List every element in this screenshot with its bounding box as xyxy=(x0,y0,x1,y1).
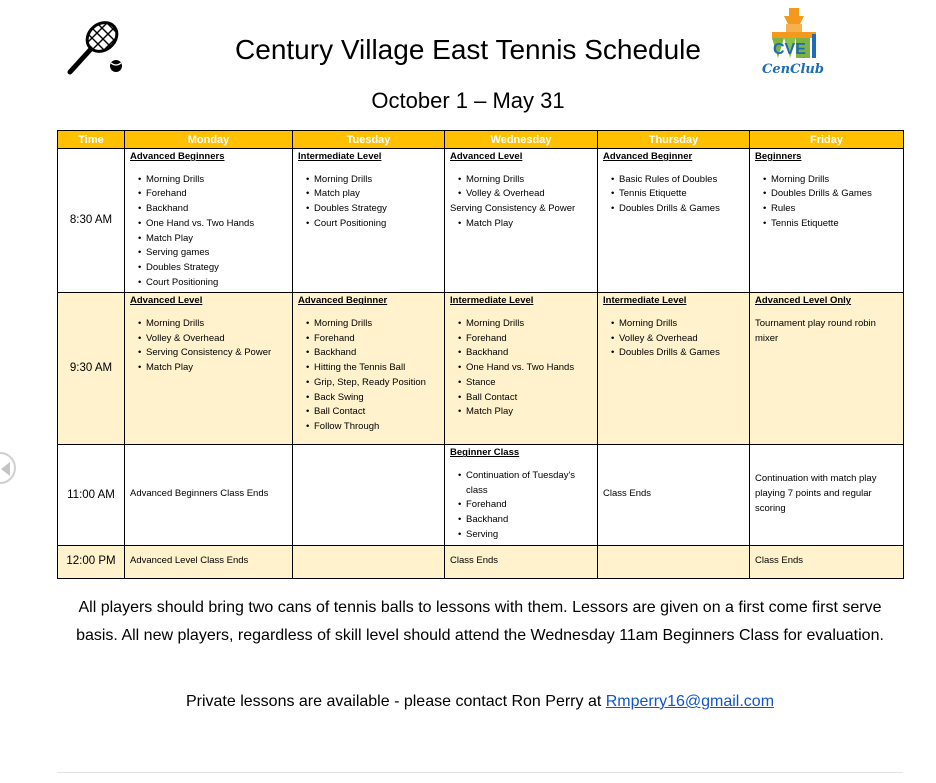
info-paragraph: All players should bring two cans of tennis balls to lessons with them. Lessors are given on a first come first serve basis. All new players, regardless of skill level should attend the Wednesday 11am Beginners Class for evaluation. xyxy=(76,599,884,644)
schedule-cell xyxy=(293,149,445,293)
list-item: • Serving games xyxy=(138,246,288,261)
list-item: • Continuation of Tuesday's class xyxy=(458,469,593,498)
table-row xyxy=(58,445,904,545)
list-item: • Match Play xyxy=(458,405,593,420)
table-header-row xyxy=(58,131,904,149)
list-item: • Volley & Overhead xyxy=(138,332,288,347)
list-item: • Tennis Etiquette xyxy=(611,187,745,202)
plain-line: Serving Consistency & Power xyxy=(450,203,576,215)
page-title: Century Village East Tennis Schedule xyxy=(235,34,701,65)
level-label: Intermediate Level xyxy=(450,295,534,307)
level-label: Advanced Level Only xyxy=(755,295,852,307)
time-cell: 9:30 AM xyxy=(58,293,125,445)
schedule-cell xyxy=(445,293,598,445)
header-wednesday: Wednesday xyxy=(445,131,598,149)
time-cell: 11:00 AM xyxy=(58,445,125,545)
list-item: • Forehand xyxy=(458,332,593,347)
level-label: Advanced Beginner xyxy=(298,295,388,307)
contact-text: Private lessons are available - please contact Ron Perry at xyxy=(185,693,606,710)
list-item: • Basic Rules of Doubles xyxy=(611,173,745,188)
schedule-cell xyxy=(750,445,904,545)
cell-note: Advanced Beginners Class Ends xyxy=(130,488,269,500)
cell-note: Continuation with match play playing 7 points and regular scoring xyxy=(755,473,877,514)
table-row xyxy=(58,293,904,445)
list-item: • Court Positioning xyxy=(138,276,288,291)
list-item: • Serving Consistency & Power xyxy=(138,346,288,361)
svg-text:CVE: CVE xyxy=(773,41,806,58)
list-item: • Morning Drills xyxy=(458,173,593,188)
table-row xyxy=(58,545,904,578)
list-item: • Back Swing xyxy=(306,391,440,406)
schedule-cell xyxy=(445,149,598,293)
list-item: • Stance xyxy=(458,376,593,391)
list-item: • Forehand xyxy=(306,332,440,347)
level-label: Advanced Beginner xyxy=(603,151,693,162)
list-item: • Serving xyxy=(458,528,593,543)
table-row xyxy=(58,149,904,293)
header-time: Time xyxy=(58,131,125,149)
schedule-table xyxy=(57,130,904,579)
schedule-cell xyxy=(125,545,293,578)
list-item: • Doubles Strategy xyxy=(138,261,288,276)
level-label: Beginners xyxy=(755,151,802,162)
list-item: • Forehand xyxy=(458,498,593,513)
list-item: • Doubles Drills & Games xyxy=(611,202,745,217)
previous-page-button[interactable] xyxy=(0,452,16,484)
contact-paragraph xyxy=(62,688,898,716)
list-item: • Rules xyxy=(763,202,899,217)
list-item: • Doubles Drills & Games xyxy=(763,187,899,202)
list-item: • Doubles Drills & Games xyxy=(611,346,745,361)
list-item: • One Hand vs. Two Hands xyxy=(138,217,288,232)
list-item: • Morning Drills xyxy=(306,173,440,188)
schedule-cell xyxy=(293,545,445,578)
list-item: • Volley & Overhead xyxy=(611,332,745,347)
level-label: Advanced Level xyxy=(130,295,203,307)
schedule-cell xyxy=(750,149,904,293)
list-item: • Morning Drills xyxy=(458,317,593,332)
list-item: • Volley & Overhead xyxy=(458,187,593,202)
contact-email-link[interactable]: Rmperry16@gmail.com xyxy=(605,693,775,710)
level-label: Intermediate Level xyxy=(603,295,687,307)
cell-note: Class Ends xyxy=(755,554,804,566)
schedule-cell xyxy=(598,445,750,545)
list-item: • Morning Drills xyxy=(138,317,288,332)
cell-note: Tournament play round robin mixer xyxy=(755,318,876,344)
header-monday: Monday xyxy=(125,131,293,149)
header-thursday: Thursday xyxy=(598,131,750,149)
cell-note: Class Ends xyxy=(450,554,499,566)
list-item: • Follow Through xyxy=(306,420,440,435)
list-item: • Court Positioning xyxy=(306,217,440,232)
level-label: Advanced Level xyxy=(450,151,523,162)
cell-note: Class Ends xyxy=(603,488,652,500)
schedule-cell xyxy=(750,545,904,578)
schedule-cell xyxy=(293,445,445,545)
list-item: • Backhand xyxy=(458,513,593,528)
schedule-cell xyxy=(445,545,598,578)
schedule-cell xyxy=(125,149,293,293)
list-item: • Match Play xyxy=(138,232,288,247)
cell-note: Advanced Level Class Ends xyxy=(130,554,249,566)
schedule-cell xyxy=(598,293,750,445)
chevron-left-icon xyxy=(1,462,10,476)
schedule-cell xyxy=(445,445,598,545)
schedule-cell xyxy=(598,545,750,578)
divider xyxy=(57,772,903,773)
schedule-cell xyxy=(125,293,293,445)
level-label: Beginner Class xyxy=(450,447,520,459)
schedule-cell xyxy=(293,293,445,445)
schedule-cell xyxy=(598,149,750,293)
time-cell: 8:30 AM xyxy=(58,149,125,293)
header-friday: Friday xyxy=(750,131,904,149)
header-tuesday: Tuesday xyxy=(293,131,445,149)
schedule-cell xyxy=(125,445,293,545)
list-item: • Morning Drills xyxy=(611,317,745,332)
list-item: • Ball Contact xyxy=(306,405,440,420)
list-item: • One Hand vs. Two Hands xyxy=(458,361,593,376)
list-item: • Morning Drills xyxy=(763,173,899,188)
time-cell: 12:00 PM xyxy=(58,545,125,578)
list-item: • Match play xyxy=(306,187,440,202)
list-item: • Hitting the Tennis Ball xyxy=(306,361,440,376)
list-item: • Ball Contact xyxy=(458,391,593,406)
list-item: • Backhand xyxy=(306,346,440,361)
logo-text: CenClub xyxy=(762,62,824,77)
level-label: Advanced Beginners xyxy=(130,151,225,162)
list-item: • Backhand xyxy=(458,346,593,361)
schedule-cell xyxy=(750,293,904,445)
level-label: Intermediate Level xyxy=(298,151,382,162)
list-item: • Forehand xyxy=(138,187,288,202)
list-item: • Tennis Etiquette xyxy=(763,217,899,232)
list-item: • Match Play xyxy=(138,361,288,376)
list-item: • Grip, Step, Ready Position xyxy=(306,376,440,391)
page-subtitle: October 1 – May 31 xyxy=(371,88,565,113)
list-item: • Doubles Strategy xyxy=(306,202,440,217)
list-item: • Morning Drills xyxy=(138,173,288,188)
list-item: • Backhand xyxy=(138,202,288,217)
list-item: • Morning Drills xyxy=(306,317,440,332)
list-item: • Match Play xyxy=(458,217,593,232)
